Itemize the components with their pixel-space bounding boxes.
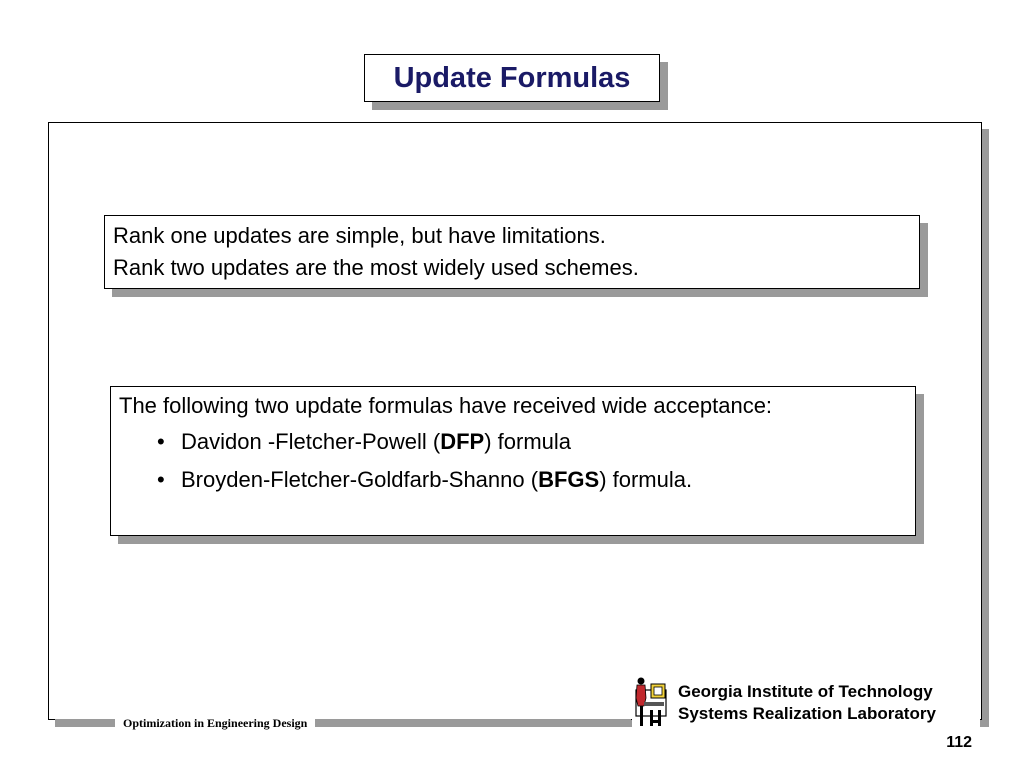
bfgs-abbreviation: BFGS <box>538 467 600 492</box>
bullet-icon: • <box>157 429 165 454</box>
lab-name: Systems Realization Laboratory <box>678 704 936 723</box>
update-formulas-box <box>110 386 916 536</box>
dfp-text-after: ) formula <box>484 429 571 454</box>
rank-updates-box <box>104 215 920 289</box>
organization-name: Georgia Institute of Technology <box>678 682 933 701</box>
list-item-bfgs <box>119 461 907 499</box>
srl-logo-icon <box>632 676 672 728</box>
title-box <box>364 54 660 102</box>
slide-title: Update Formulas <box>393 62 631 94</box>
rank-one-line: Rank one updates are simple, but have limitations. <box>113 223 606 248</box>
rank-two-line: Rank two updates are the most widely used schemes. <box>113 255 639 280</box>
bullet-icon: • <box>157 467 165 492</box>
formulas-intro: The following two update formulas have received wide acceptance: <box>119 393 773 418</box>
dfp-abbreviation: DFP <box>440 429 485 454</box>
list-item-dfp <box>119 423 907 461</box>
course-title: Optimization in Engineering Design <box>115 713 315 733</box>
bfgs-text-before: Broyden-Fletcher-Goldfarb-Shanno ( <box>181 467 539 492</box>
page-number: 112 <box>946 734 972 751</box>
bfgs-text-after: ) formula. <box>599 467 693 492</box>
institution-logo <box>632 676 980 728</box>
dfp-text-before: Davidon -Fletcher-Powell ( <box>181 429 441 454</box>
